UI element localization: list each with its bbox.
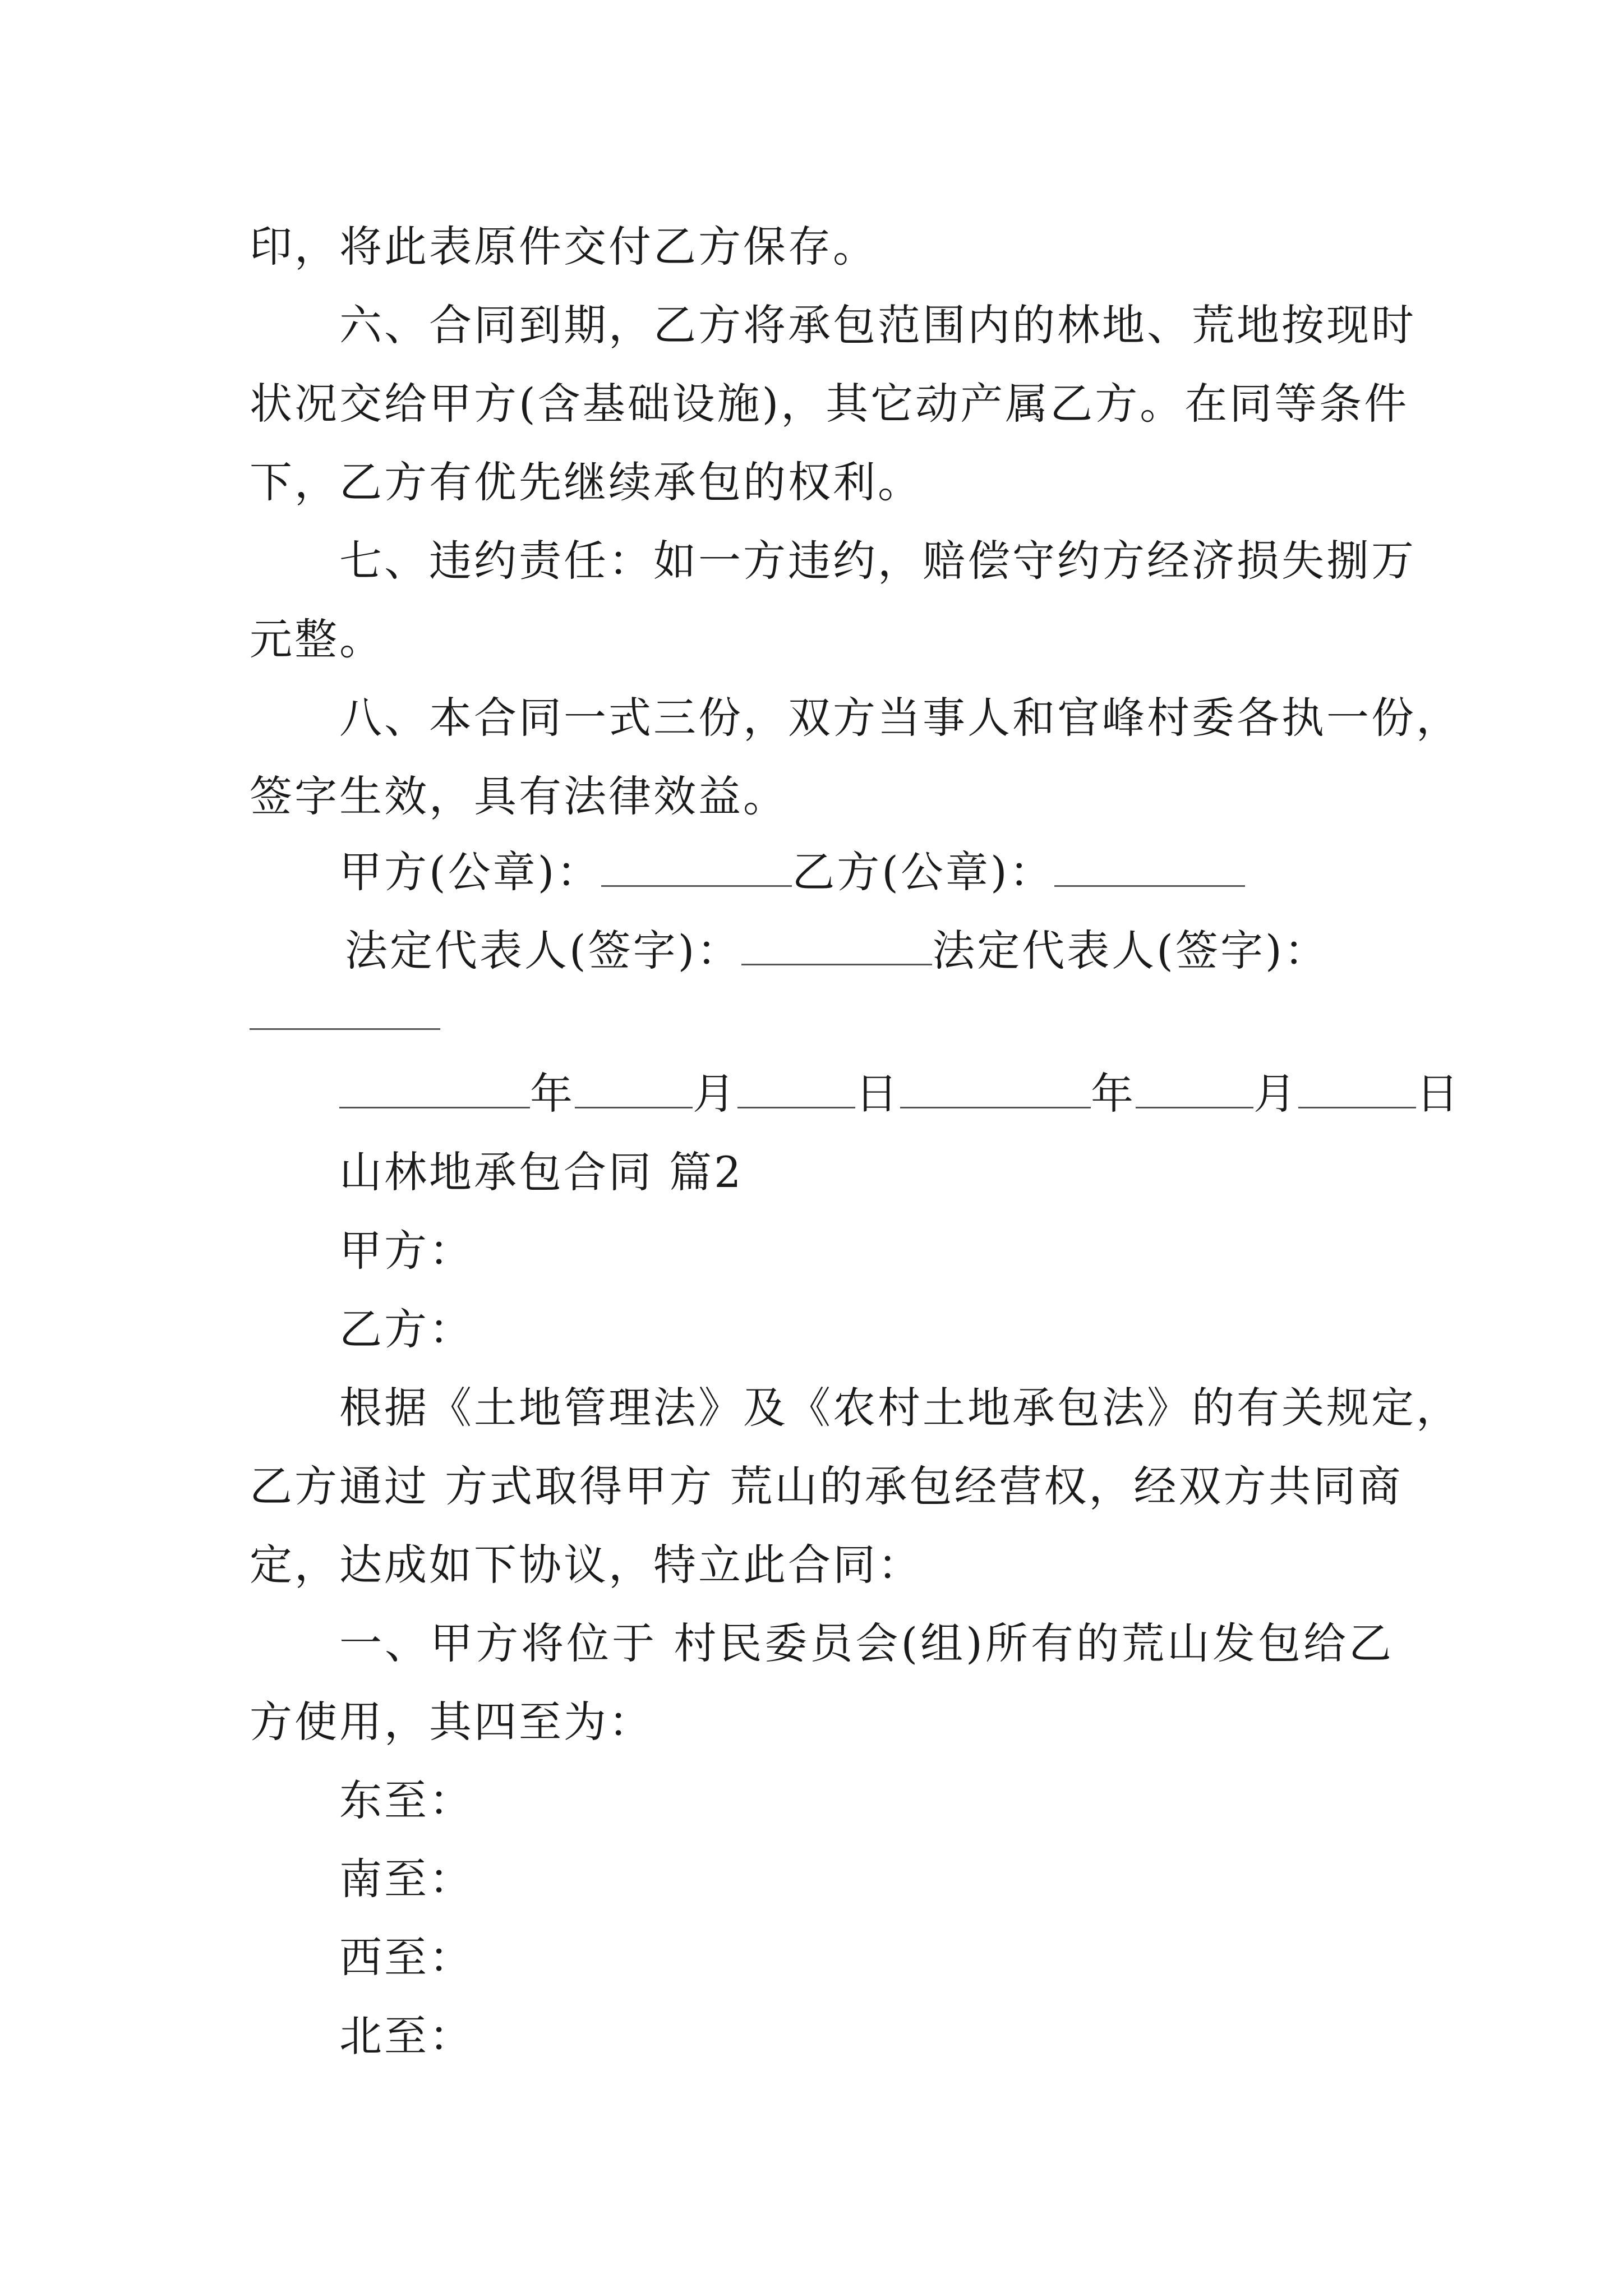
year-b-blank [900, 1068, 1091, 1108]
party-b-label: 乙方： [339, 1304, 474, 1354]
rep-a-blank [741, 924, 932, 965]
day-label: 日 [1416, 1069, 1461, 1119]
clause-six-line: 六、合同到期，乙方将承包范围内的林地、荒地按现时 [339, 300, 1416, 350]
rep-b-blank-row [250, 987, 1394, 1043]
month-b-blank [1136, 1068, 1253, 1108]
month-a-blank [575, 1068, 693, 1108]
year-a-blank [339, 1068, 530, 1108]
boundary-west: 西至： [339, 1932, 474, 1982]
clause-seven-line: 七、违约责任：如一方违约，赔偿守约方经济损失捌万 [339, 536, 1416, 586]
day-b-blank [1298, 1068, 1416, 1108]
section-title: 山林地承包合同 篇2 [339, 1147, 744, 1197]
party-a-seal-blank [601, 846, 792, 887]
rep-a-label: 法定代表人(签字)： [345, 926, 742, 976]
representative-row [345, 923, 1489, 979]
month-label: 月 [693, 1069, 737, 1119]
clause-eight-line: 八、本合同一式三份，双方当事人和官峰村委各执一份， [339, 693, 1461, 743]
rep-b-label: 法定代表人(签字)： [932, 926, 1329, 976]
clause-one-line: 一、甲方将位于 村民委员会(组)所有的荒山发包给乙 [339, 1618, 1394, 1668]
day-a-blank [737, 1068, 855, 1108]
party-b-seal-blank [1054, 846, 1245, 887]
clause-six-line: 状况交给甲方(含基础设施)，其它动产属乙方。在同等条件 [250, 379, 1409, 429]
party-a-label: 甲方： [339, 1226, 474, 1276]
rep-b-blank [250, 989, 440, 1030]
year-label: 年 [530, 1069, 575, 1119]
date-row [339, 1066, 1483, 1122]
clause-seven-line: 元整。 [250, 614, 384, 664]
clause-one-line: 方使用，其四至为： [250, 1697, 653, 1747]
clause-eight-line: 签字生效，具有法律效益。 [250, 771, 788, 821]
preamble-line: 乙方通过 方式取得甲方 荒山的承包经营权，经双方共同商 [250, 1461, 1403, 1511]
preamble-line: 根据《土地管理法》及《农村土地承包法》的有关规定， [339, 1383, 1461, 1433]
party-b-seal-label: 乙方(公章)： [792, 847, 1054, 897]
day-label: 日 [855, 1069, 900, 1119]
seal-row [339, 844, 1483, 900]
boundary-south: 南至： [339, 1854, 474, 1904]
clause-six-line: 下，乙方有优先继续承包的权利。 [250, 457, 923, 507]
party-a-seal-label: 甲方(公章)： [339, 847, 602, 897]
year-label: 年 [1091, 1069, 1136, 1119]
month-label: 月 [1253, 1069, 1298, 1119]
paragraph-line: 印，将此表原件交付乙方保存。 [250, 222, 878, 272]
preamble-line: 定，达成如下协议，特立此合同： [250, 1540, 923, 1590]
boundary-north: 北至： [339, 2011, 474, 2061]
boundary-east: 东至： [339, 1775, 474, 1825]
